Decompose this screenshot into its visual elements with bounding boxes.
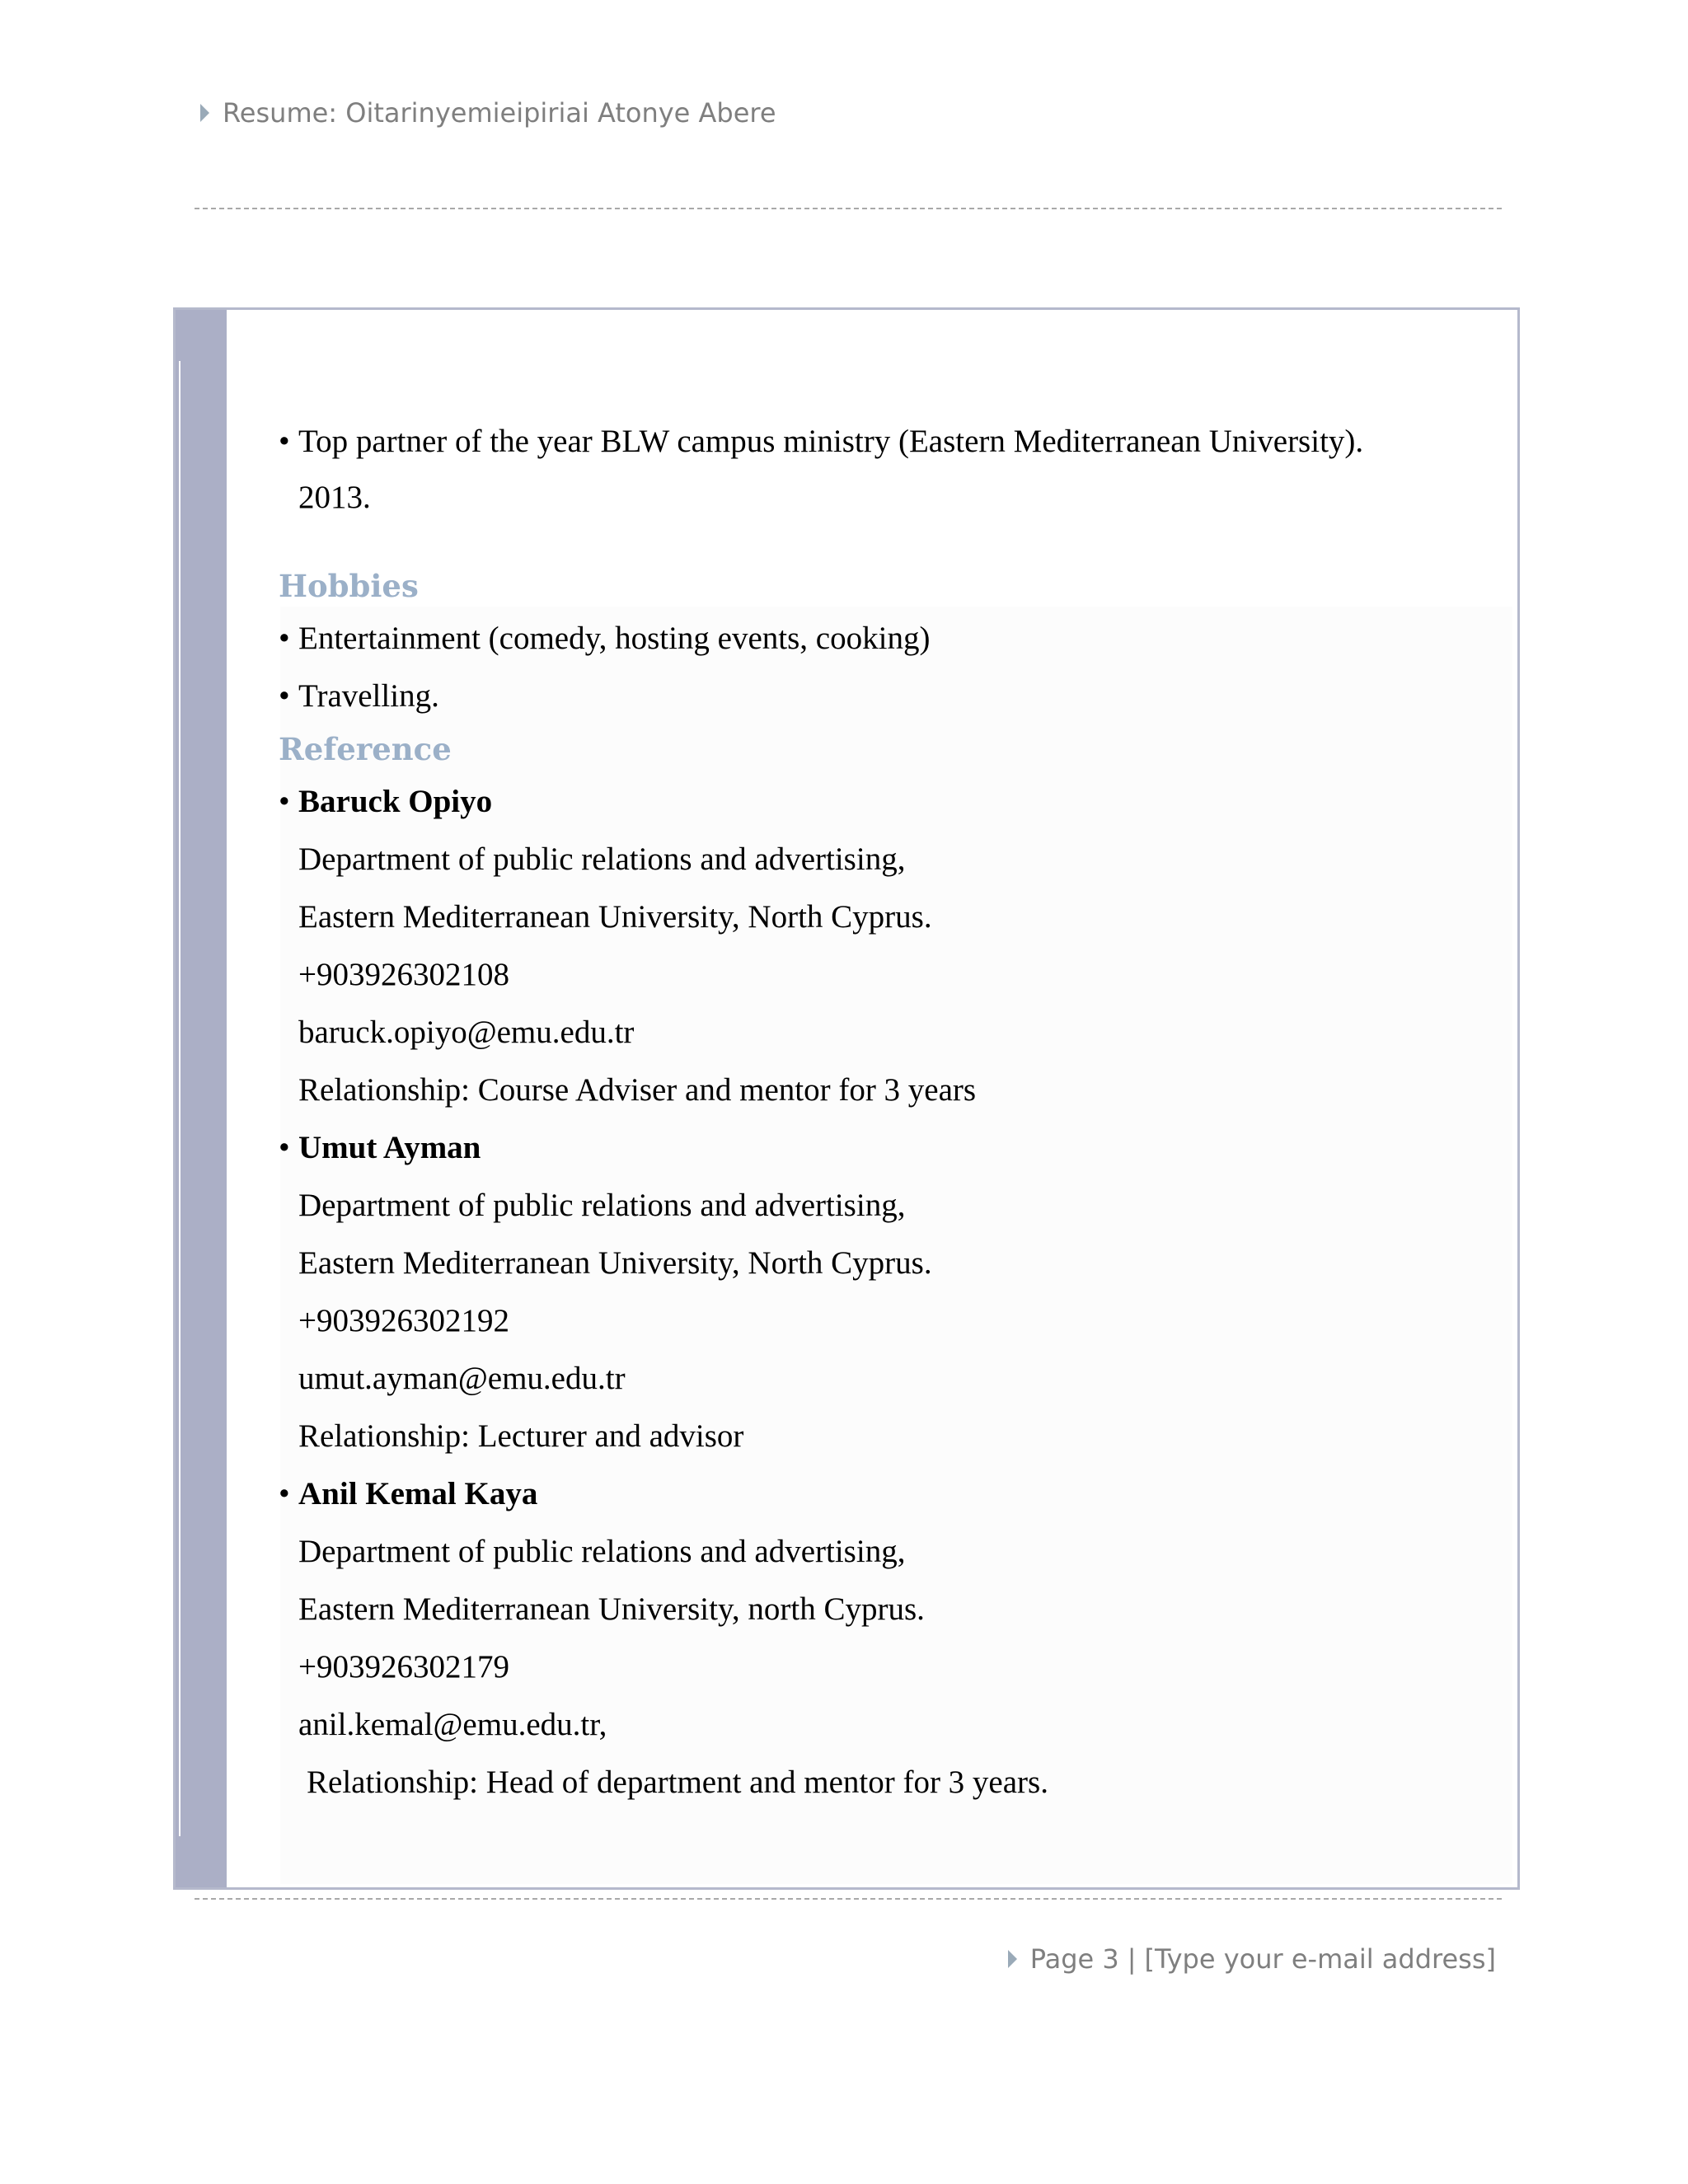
award-line-1: Top partner of the year BLW campus ministry (Eastern Mediterranean University). — [298, 424, 1364, 459]
header-title: Resume: Oitarinyemieipiriai Atonye Abere — [223, 97, 776, 129]
reference-name: Anil Kemal Kaya — [298, 1476, 538, 1511]
footer-separator: | — [1127, 1943, 1137, 1975]
header-triangle-icon — [200, 104, 209, 122]
reference-phone: +903926302108 — [298, 957, 509, 992]
footer-triangle-icon — [1008, 1950, 1017, 1968]
content-frame — [173, 307, 1520, 1890]
bullet-icon: • — [279, 1130, 290, 1165]
award-item — [279, 414, 1498, 470]
reference-name: Umut Ayman — [298, 1130, 481, 1165]
reference-entry — [279, 1465, 1498, 1811]
reference-phone: +903926302192 — [298, 1303, 509, 1338]
hobby-item — [279, 668, 1498, 725]
reference-university: Eastern Mediterranean University, North Cyprus. — [298, 1245, 932, 1281]
bullet-icon: • — [279, 621, 290, 656]
reference-name-row — [279, 1465, 1498, 1523]
page-header — [200, 97, 776, 129]
page-footer — [1008, 1943, 1496, 1975]
bullet-icon: • — [279, 1476, 290, 1511]
reference-department: Department of public relations and advertising, — [298, 1534, 906, 1569]
reference-entry — [279, 773, 1498, 1119]
email-placeholder: [Type your e-mail address] — [1144, 1943, 1496, 1975]
reference-relationship: Relationship: Course Adviser and mentor for 3 years — [298, 1072, 977, 1108]
header-divider — [195, 208, 1502, 209]
reference-relationship: Relationship: Head of department and mentor for 3 years. — [307, 1765, 1048, 1800]
footer-divider — [195, 1898, 1502, 1900]
side-bar-line — [179, 361, 181, 1836]
bullet-icon: • — [279, 784, 290, 819]
page-number: Page 3 — [1029, 1943, 1119, 1975]
reference-email: baruck.opiyo@emu.edu.tr — [298, 1015, 635, 1050]
hobby-item — [279, 610, 1498, 668]
reference-university: Eastern Mediterranean University, north Cyprus. — [298, 1591, 925, 1627]
side-bar — [176, 310, 227, 1887]
award-line-2: 2013. — [298, 480, 371, 515]
reference-name-row — [279, 773, 1498, 831]
reference-name-row — [279, 1119, 1498, 1177]
bullet-icon: • — [279, 424, 290, 459]
reference-relationship: Relationship: Lecturer and advisor — [298, 1418, 744, 1454]
reference-email: umut.ayman@emu.edu.tr — [298, 1361, 626, 1396]
bullet-icon: • — [279, 678, 290, 714]
reference-university: Eastern Mediterranean University, North Cyprus. — [298, 899, 932, 935]
resume-content — [279, 414, 1498, 1811]
hobbies-title: Hobbies — [279, 568, 419, 604]
reference-email: anil.kemal@emu.edu.tr, — [298, 1707, 607, 1742]
reference-department: Department of public relations and advertising, — [298, 1188, 906, 1223]
hobby-text: Entertainment (comedy, hosting events, cooking) — [298, 621, 931, 656]
reference-title: Reference — [279, 731, 452, 767]
reference-phone: +903926302179 — [298, 1649, 509, 1685]
reference-department: Department of public relations and advertising, — [298, 841, 906, 877]
hobby-text: Travelling. — [298, 678, 439, 714]
reference-entry — [279, 1119, 1498, 1465]
reference-name: Baruck Opiyo — [298, 784, 493, 819]
